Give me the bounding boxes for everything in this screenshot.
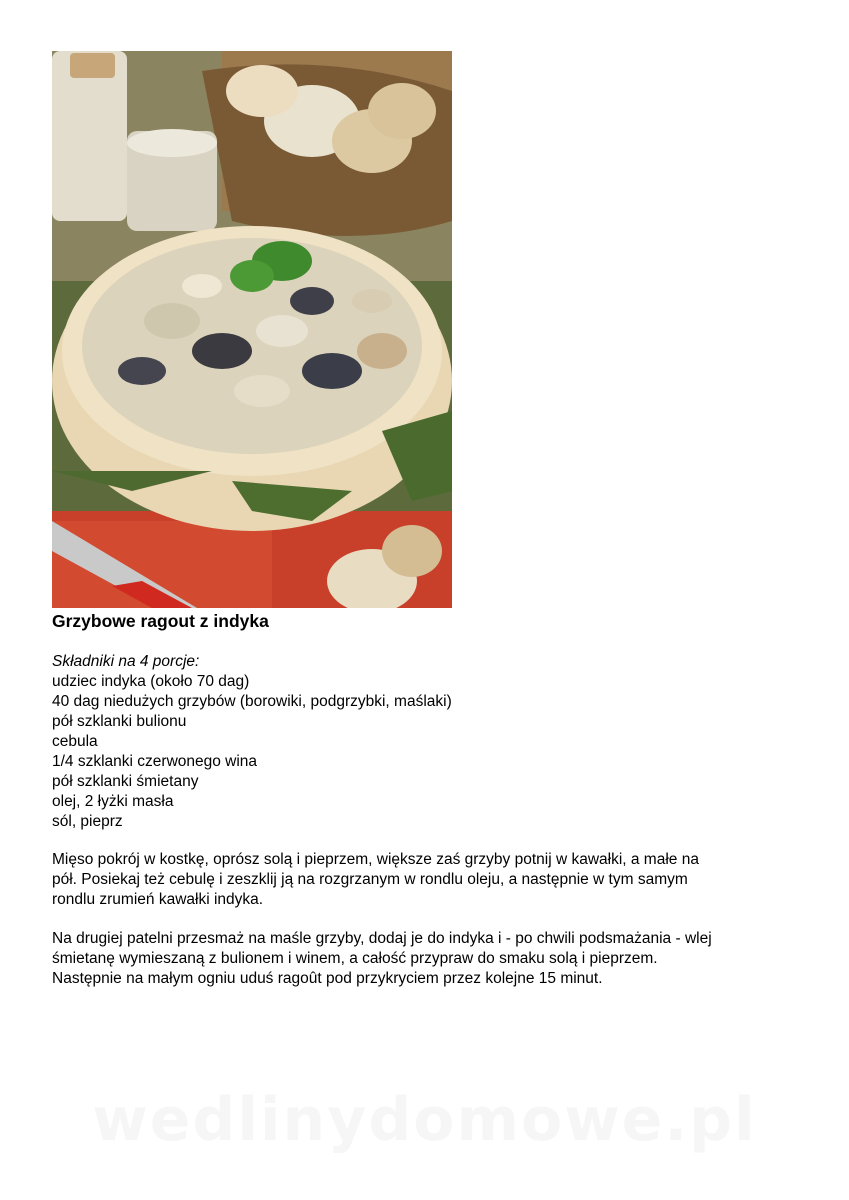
- ingredient-item: cebula: [52, 733, 98, 750]
- step-line: rondlu zrumień kawałki indyka.: [52, 891, 264, 908]
- ingredient-item: 40 dag niedużych grzybów (borowiki, podgrzybki, maślaki): [52, 693, 452, 710]
- ingredient-item: pół szklanki bulionu: [52, 713, 187, 730]
- ingredient-item: sól, pieprz: [52, 813, 123, 830]
- recipe-title: Grzybowe ragout z indyka: [52, 611, 269, 631]
- ingredient-item: pół szklanki śmietany: [52, 773, 199, 790]
- step-line: pół. Posiekaj też cebulę i zeszklij ją na rozgrzanym w rondlu oleju, a następnie w tym samym: [52, 871, 688, 888]
- step-line: Na drugiej patelni przesmaż na maśle grzyby, dodaj je do indyka i - po chwili podsmażania - wlej: [52, 930, 712, 947]
- ingredient-list: [52, 652, 452, 832]
- preparation-step-2: [52, 929, 812, 989]
- ingredient-item: udziec indyka (około 70 dag): [52, 673, 250, 690]
- preparation-step-1: [52, 850, 812, 910]
- ingredient-item: 1/4 szklanki czerwonego wina: [52, 753, 258, 770]
- step-line: śmietanę wymieszaną z bulionem i winem, a całość przypraw do smaku solą i pieprzem.: [52, 950, 658, 967]
- site-watermark: wedlinydomowe.pl: [92, 1085, 757, 1155]
- dish-photo: [52, 51, 452, 608]
- step-line: Mięso pokrój w kostkę, oprósz solą i pieprzem, większe zaś grzyby potnij w kawałki, a małe na: [52, 851, 699, 868]
- step-line: Następnie na małym ogniu uduś ragoût pod przykryciem przez kolejne 15 minut.: [52, 970, 603, 987]
- ingredients-heading: Składniki na 4 porcje:: [52, 653, 200, 670]
- ingredient-item: olej, 2 łyżki masła: [52, 793, 174, 810]
